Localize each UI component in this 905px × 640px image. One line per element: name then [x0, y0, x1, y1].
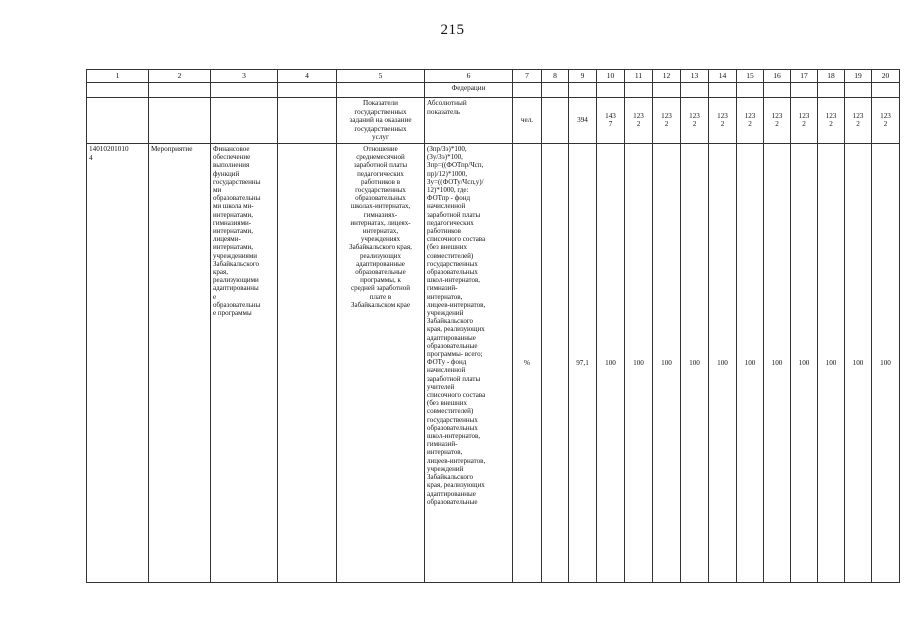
col-header-12: 12 [653, 70, 681, 83]
value-col15: 123 2 [737, 98, 764, 144]
event-code: 14010201010 4 [87, 143, 149, 582]
value-col17: 100 [791, 143, 818, 582]
col-header-6: 6 [425, 70, 513, 83]
event-type: Мероприятие [149, 143, 211, 582]
col-header-16: 16 [764, 70, 791, 83]
value-col20: 123 2 [872, 98, 900, 144]
value-col11: 100 [625, 143, 653, 582]
col-header-14: 14 [709, 70, 737, 83]
continuation-text: Федерации [425, 83, 513, 98]
col-header-5: 5 [337, 70, 425, 83]
col-header-13: 13 [681, 70, 709, 83]
indicator-method: Абсолютный показатель [425, 98, 513, 144]
indicator-name: Показатели государственных заданий на оказание государственных услуг [337, 98, 425, 144]
column-number-row [87, 70, 900, 83]
value-col19: 100 [845, 143, 872, 582]
table-row [87, 143, 900, 582]
value-col14: 123 2 [709, 98, 737, 144]
col-header-17: 17 [791, 70, 818, 83]
col-header-7: 7 [513, 70, 542, 83]
value-col16: 100 [764, 143, 791, 582]
event-name: Финансовое обеспечение выполнения функций государственны ми образовательны ми школа ми- интернатами, гимназиями- интернатами, лицеями- интернатами, учреждениями Забайкальского края, реализующими адаптированны е образовательны е программы [211, 143, 278, 582]
col-header-9: 9 [569, 70, 597, 83]
col-header-4: 4 [278, 70, 337, 83]
value-col19: 123 2 [845, 98, 872, 144]
col-header-20: 20 [872, 70, 900, 83]
value-col12: 123 2 [653, 98, 681, 144]
col-header-1: 1 [87, 70, 149, 83]
value-col15: 100 [737, 143, 764, 582]
value-col18: 123 2 [818, 98, 845, 144]
value-col9: 394 [569, 98, 597, 144]
value-col11: 123 2 [625, 98, 653, 144]
col-header-10: 10 [597, 70, 625, 83]
col-header-19: 19 [845, 70, 872, 83]
col-header-11: 11 [625, 70, 653, 83]
col-header-3: 3 [211, 70, 278, 83]
value-col10: 100 [597, 143, 625, 582]
indicator-method: (Зпр/Зэ)*100, (Зу/Зэ)*100, Зпр=((ФОТпр/Чсп, пр)/12)*1000, Зу=((ФОТу/Чсп,у)/ 12)*1000, где: ФОТпр - фонд начисленной заработной платы педагогических работников списочного состава (без внешних совместителей) государственных образовательных школ-интернатов, гимназий- интернатов, лицеев-интернатов, учреждений Забайкальского края, реализующих адаптированные образовательные программы- всего; ФОТу - фонд начисленной заработной платы учителей списочного состава (без внешних совместителей) государственных образовательных школ-интернатов, гимназий- интернатов, лицеев-интернатов, учреждений Забайкальского края, реализующих адаптированные образовательные [425, 143, 513, 582]
indicator-name: Отношение среднемесячной заработной платы педагогических работников в государственных образовательных школах-интернатах, гимназиях- интернатах, лицеях- интернатах, учреждениях Забайкальского края, реализующих адаптированные образовательные программы, к средней заработной плате в Забайкальском крае [337, 143, 425, 582]
value-col9: 97,1 [569, 143, 597, 582]
continuation-row [87, 83, 900, 98]
value-col17: 123 2 [791, 98, 818, 144]
unit: % [513, 143, 542, 582]
value-col12: 100 [653, 143, 681, 582]
value-col20: 100 [872, 143, 900, 582]
value-col13: 100 [681, 143, 709, 582]
value-col18: 100 [818, 143, 845, 582]
page-number: 215 [440, 22, 465, 38]
value-col14: 100 [709, 143, 737, 582]
value-col13: 123 2 [681, 98, 709, 144]
indicator-table [86, 69, 900, 583]
col-header-2: 2 [149, 70, 211, 83]
table-row [87, 98, 900, 144]
unit: чел. [513, 98, 542, 144]
col-header-18: 18 [818, 70, 845, 83]
value-col10: 143 7 [597, 98, 625, 144]
col-header-8: 8 [542, 70, 569, 83]
value-col16: 123 2 [764, 98, 791, 144]
col-header-15: 15 [737, 70, 764, 83]
